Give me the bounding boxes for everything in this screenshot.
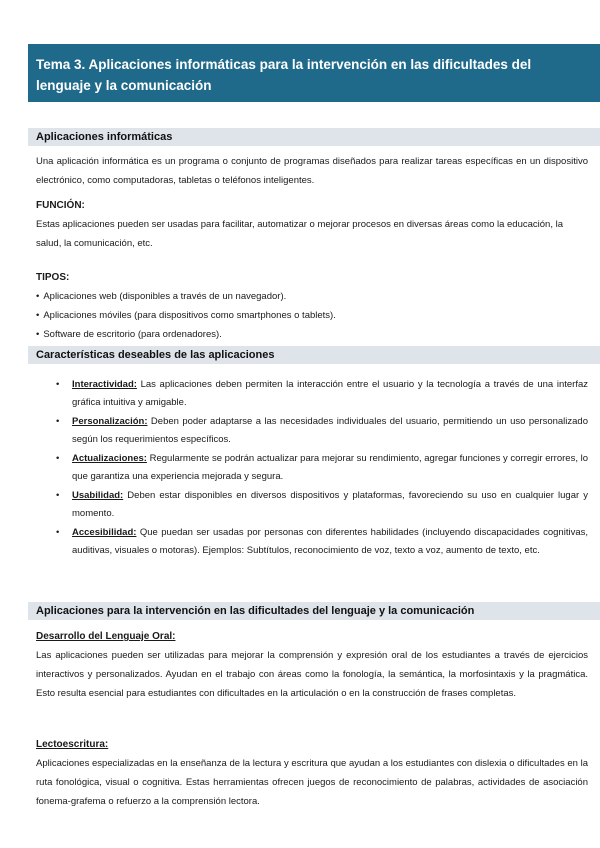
feature-term: Personalización: xyxy=(72,416,148,427)
tipos-label: TIPOS: xyxy=(36,272,70,283)
feature-term: Accesibilidad: xyxy=(72,527,137,538)
page-title-line-2: lenguaje y la comunicación xyxy=(36,78,212,93)
lenguaje-oral-text: Las aplicaciones pueden ser utilizadas para mejorar la comprensión y expresión oral de los estudiantes a través de ejercicios interactivos y personalizados. Ayudan en el trabajo con áreas como la fonología, la semántica, la morfosintaxis y la pragmática. Esto resulta esencial para estudiantes con dificultades en la articulación o en la construcción de frases completas. xyxy=(36,650,588,699)
lectoescritura-block xyxy=(36,735,588,811)
list-item xyxy=(56,450,588,486)
feature-text: Que puedan ser usadas por personas con diferentes habilidades (incluyendo discapacidades cognitivas, auditivas, visuales o motoras). Ejemplos: Subtítulos, reconocimiento de voz, texto a voz, aumento de texto, etc. xyxy=(72,527,588,556)
feature-term: Actualizaciones: xyxy=(72,453,147,464)
feature-term: Interactividad: xyxy=(72,379,137,390)
bullet-icon: • xyxy=(56,490,60,501)
list-item xyxy=(56,487,588,523)
tipos-item: • Software de escritorio (para ordenadores). xyxy=(36,325,588,344)
section-heading-aplicaciones: Aplicaciones informáticas xyxy=(28,128,600,146)
lenguaje-oral-label: Desarrollo del Lenguaje Oral: xyxy=(36,631,176,642)
section-heading-caracteristicas: Características deseables de las aplicaciones xyxy=(28,346,600,364)
tipos-item: • Aplicaciones móviles (para dispositivos como smartphones o tablets). xyxy=(36,306,588,325)
list-item xyxy=(56,413,588,449)
funcion-block xyxy=(36,196,588,253)
tipos-list xyxy=(36,287,588,344)
bullet-icon: • xyxy=(56,416,60,427)
page-title-banner xyxy=(28,44,600,102)
lectoescritura-label: Lectoescritura: xyxy=(36,739,109,750)
lenguaje-oral-block xyxy=(36,627,588,703)
feature-text: Deben estar disponibles en diversos dispositivos y plataformas, favoreciendo su uso en cualquier lugar y momento. xyxy=(72,490,588,519)
list-item xyxy=(56,376,588,412)
lectoescritura-text: Aplicaciones especializadas en la enseñanza de la lectura y escritura que ayudan a los estudiantes con dislexia o dificultades en la ruta fonológica, visual o cognitiva. Estas herramientas ofrecen juegos de reconocimiento de palabras, actividades de asociación fonema-grafema o refuerzo a la comprensión lectora. xyxy=(36,758,588,807)
funcion-text: Estas aplicaciones pueden ser usadas para facilitar, automatizar o mejorar procesos en diversas áreas como la educación, la salud, la comunicación, etc. xyxy=(36,219,564,249)
tipos-item: • Aplicaciones web (disponibles a través de un navegador). xyxy=(36,287,588,306)
bullet-icon: • xyxy=(56,453,60,464)
feature-text: Deben poder adaptarse a las necesidades individuales del usuario, permitiendo un uso personalizado según los requerimientos específicos. xyxy=(72,416,588,445)
tipos-block xyxy=(36,268,588,344)
funcion-label: FUNCIÓN: xyxy=(36,200,85,211)
bullet-icon: • xyxy=(56,379,60,390)
bullet-icon: • xyxy=(56,527,60,538)
feature-text: Las aplicaciones deben permiten la interacción entre el usuario y la tecnología a través de una interfaz gráfica intuitiva y amigable. xyxy=(72,379,588,408)
caracteristicas-list xyxy=(56,376,588,561)
intro-paragraph: Una aplicación informática es un programa o conjunto de programas diseñados para realizar tareas específicas en un dispositivo electrónico, como computadoras, tabletas o teléfonos inteligentes. xyxy=(36,156,588,186)
feature-text: Regularmente se podrán actualizar para mejorar su rendimiento, agregar funciones y corregir errores, lo que garantiza una experiencia mejorada y segura. xyxy=(72,453,588,482)
section-heading-intervencion: Aplicaciones para la intervención en las dificultades del lenguaje y la comunicación xyxy=(28,602,600,620)
list-item xyxy=(56,524,588,560)
feature-term: Usabilidad: xyxy=(72,490,124,501)
page-title-line-1: Tema 3. Aplicaciones informáticas para la intervención en las dificultades del xyxy=(36,57,532,72)
